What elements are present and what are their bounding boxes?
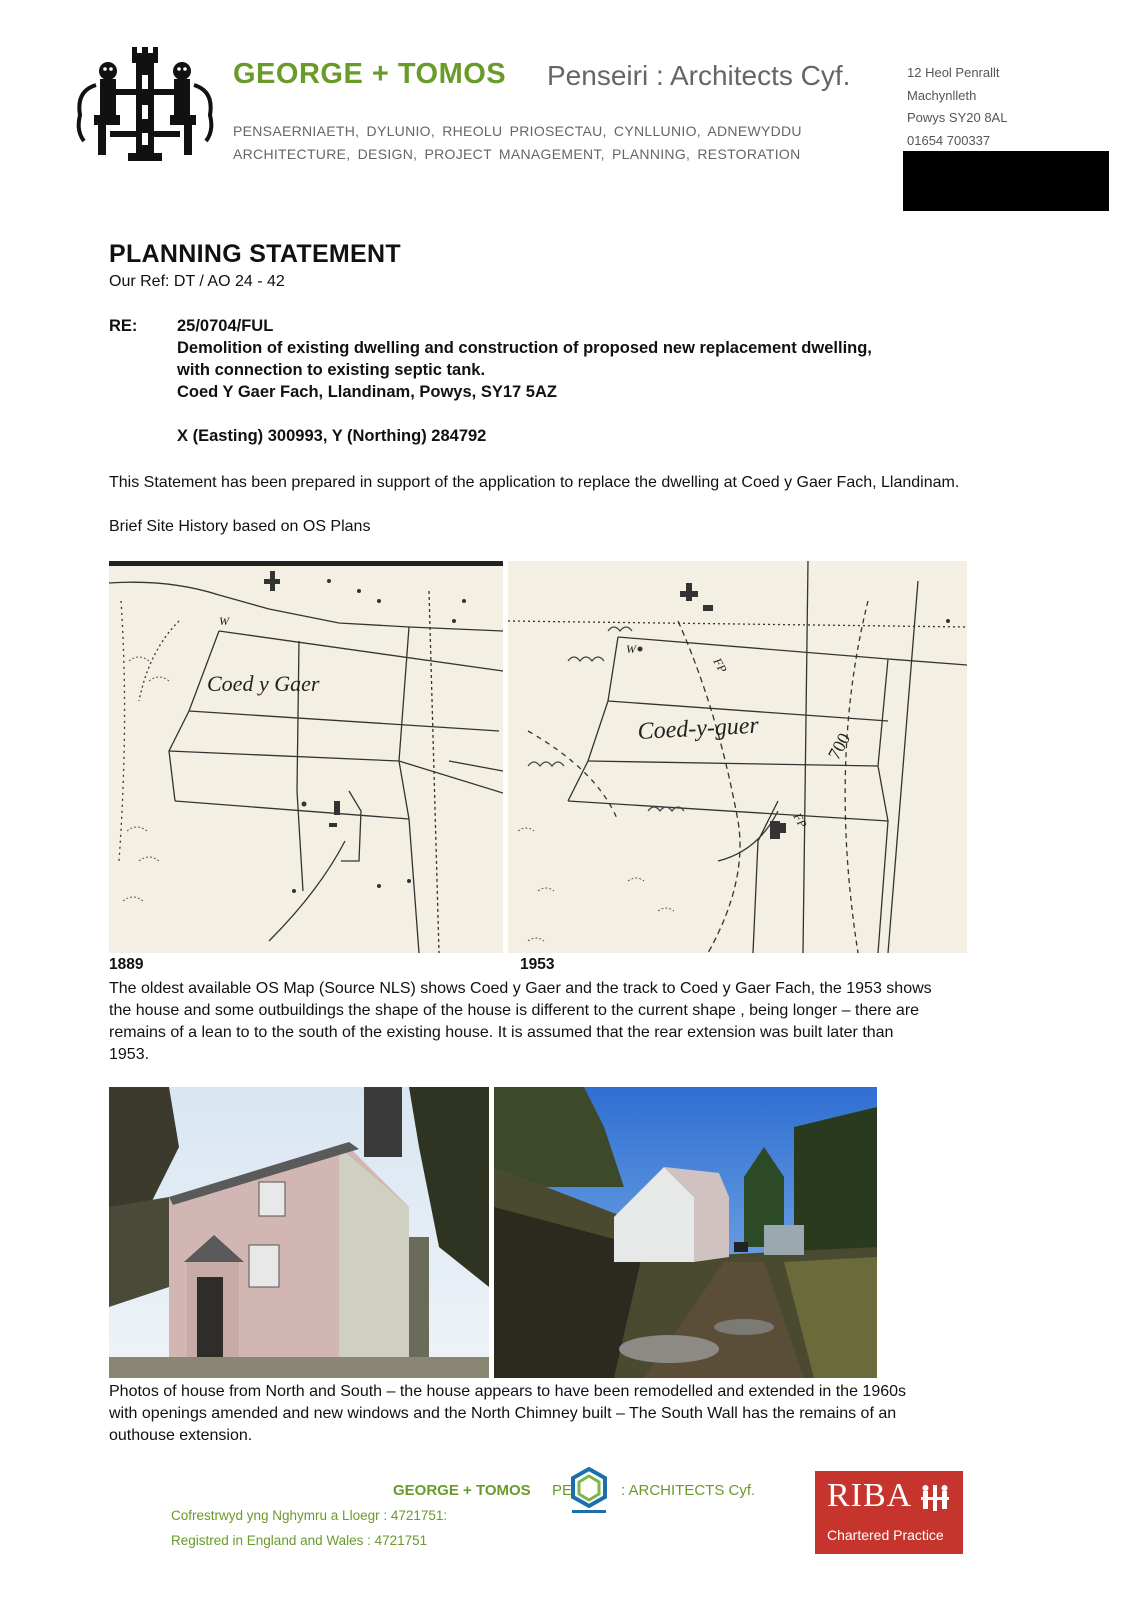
map-year-1889: 1889 — [109, 956, 144, 973]
map-place-label: Coed y Gaer — [207, 671, 320, 696]
caption-line: remains of a lean to to the south of the existing house. It is assumed that the rear extension was built later than — [109, 1024, 894, 1041]
riba-badge — [815, 1471, 963, 1554]
address-line: Machynlleth — [907, 87, 977, 103]
address-line: Powys SY20 8AL — [907, 110, 1008, 125]
map-year-1953: 1953 — [520, 956, 555, 973]
map-place-label: Coed-y-guer — [636, 712, 760, 745]
services-english: ARCHITECTURE, DESIGN, PROJECT MANAGEMENT, PLANNING, RESTORATION — [233, 146, 801, 162]
re-label: RE: — [109, 317, 138, 335]
caption-line: the house and some outbuildings the shape of the house is different to the current shape , being longer – there are — [109, 1002, 920, 1019]
map-well-label: W — [626, 642, 636, 656]
map-caption — [109, 978, 932, 1066]
photo-caption — [109, 1381, 906, 1447]
phone-line: 01654 700337 — [907, 132, 991, 148]
firm-name: GEORGE + TOMOS — [233, 58, 507, 90]
footer-firm-fragment: PE — [552, 1482, 573, 1499]
photo-house-north — [109, 1087, 489, 1378]
map-footpath-label: FP — [710, 655, 730, 676]
photo-house-south — [494, 1087, 877, 1378]
registration-english: Registred in England and Wales : 4721751 — [171, 1533, 428, 1548]
riba-wordmark: RIBA — [827, 1477, 913, 1514]
constructionline-logo — [564, 1466, 614, 1518]
caption-line: The oldest available OS Map (Source NLS) shows Coed y Gaer and the track to Coed y Gaer Fach, the 1953 shows — [109, 980, 932, 997]
application-number: 25/0704/FUL — [177, 317, 274, 335]
firm-subtitle: Penseiri : Architects Cyf. — [547, 60, 851, 91]
our-reference: Our Ref: DT / AO 24 - 42 — [109, 273, 285, 290]
caption-line: outhouse extension. — [109, 1427, 253, 1444]
address-block — [907, 62, 1007, 152]
registration-welsh: Cofrestrwyd yng Nghymru a Lloegr : 4721751: — [171, 1508, 448, 1523]
history-heading: Brief Site History based on OS Plans — [109, 518, 371, 535]
description-line: Demolition of existing dwelling and construction of proposed new replacement dwelling, — [177, 339, 872, 357]
caption-line: Photos of house from North and South – the house appears to have been remodelled and extended in the 1960s — [109, 1383, 907, 1400]
os-map-1889 — [109, 561, 503, 953]
caption-line: 1953. — [109, 1046, 150, 1063]
map-well-label: W — [219, 614, 229, 628]
description-line: with connection to existing septic tank. — [177, 361, 486, 379]
map-contour-label: 700 — [823, 729, 855, 763]
address-line: 12 Heol Penrallt — [907, 65, 1000, 80]
redaction-box — [903, 151, 1109, 211]
services-welsh: PENSAERNIAETH, DYLUNIO, RHEOLU PRIOSECTAU, CYNLLUNIO, ADNEWYDDU — [233, 123, 802, 139]
intro-paragraph: This Statement has been prepared in support of the application to replace the dwelling at Coed y Gaer Fach, Llandinam. — [109, 474, 960, 491]
site-address: Coed Y Gaer Fach, Llandinam, Powys, SY17 5AZ — [177, 383, 557, 401]
firm-logo — [70, 45, 220, 165]
os-map-1953 — [508, 561, 967, 953]
footer-firm-name: GEORGE + TOMOS — [393, 1482, 531, 1499]
grid-coordinates: X (Easting) 300993, Y (Northing) 284792 — [177, 427, 487, 445]
caption-line: with openings amended and new windows and the North Chimney built – The South Wall has the remains of an — [109, 1405, 897, 1422]
riba-crest-icon — [919, 1483, 951, 1513]
footer-firm-suffix: : ARCHITECTS Cyf. — [621, 1482, 756, 1499]
page-title: PLANNING STATEMENT — [109, 240, 401, 268]
riba-subtitle: Chartered Practice — [827, 1527, 944, 1543]
map-footpath-label: FP — [790, 810, 810, 831]
